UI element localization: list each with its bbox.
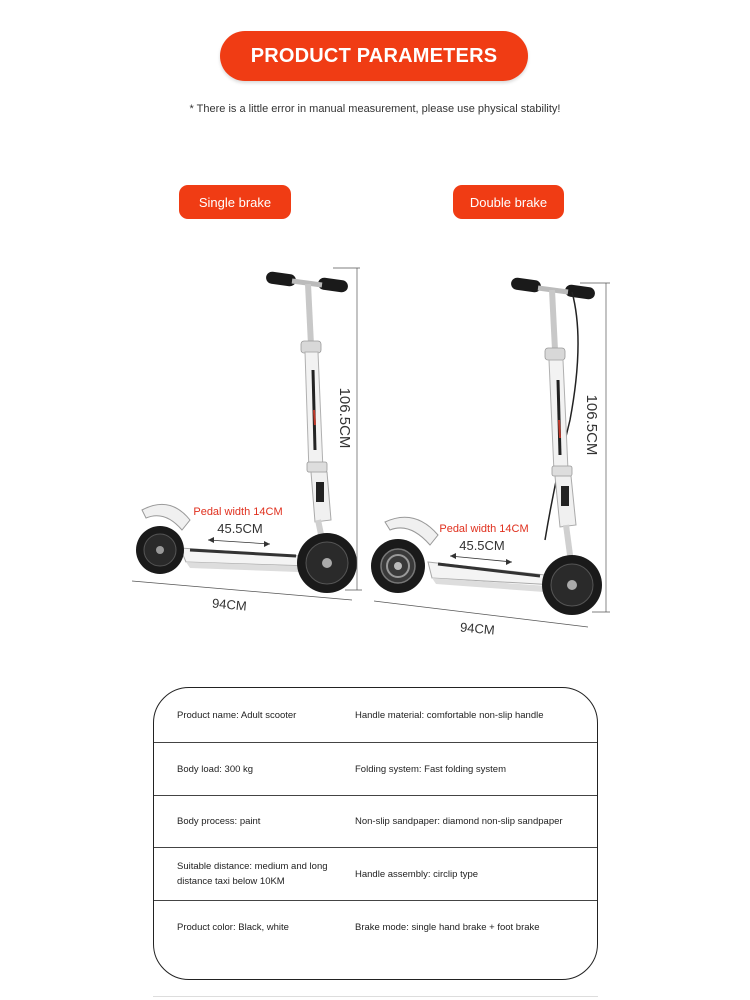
double-pedal-width-label: Pedal width 14CM: [439, 523, 529, 535]
table-row: [154, 848, 597, 901]
table-row: [154, 796, 597, 848]
single-height-label: 106.5CM: [336, 387, 353, 449]
spec-handle-assembly: Handle assembly: circlip type: [355, 868, 479, 880]
table-row: [154, 743, 597, 796]
single-length-label: 94CM: [211, 595, 248, 614]
double-pedal-length-label: 45.5CM: [459, 538, 505, 553]
table-row: [154, 901, 597, 980]
divider: [153, 996, 598, 997]
spec-folding-system: Folding system: Fast folding system: [355, 763, 506, 775]
double-brake-badge: Double brake: [453, 185, 564, 219]
spec-product-color: Product color: Black, white: [177, 921, 289, 933]
double-brake-scooter: [371, 277, 610, 638]
single-brake-badge: Single brake: [179, 185, 291, 219]
scooter-illustrations: [0, 250, 750, 650]
spec-brake-mode: Brake mode: single hand brake + foot brake: [355, 921, 540, 933]
single-pedal-length-label: 45.5CM: [217, 521, 263, 536]
table-row: [154, 688, 597, 743]
spec-suitable-distance: Suitable distance: medium and long distance taxi below 10KM: [177, 861, 328, 887]
spec-body-process: Body process: paint: [177, 816, 261, 827]
single-brake-scooter: [132, 268, 362, 614]
spec-table: [153, 687, 598, 980]
double-height-label: 106.5CM: [583, 394, 600, 456]
single-pedal-width-label: Pedal width 14CM: [193, 506, 283, 518]
spec-body-load: Body load: 300 kg: [177, 763, 254, 775]
spec-handle-material: Handle material: comfortable non-slip handle: [355, 709, 544, 721]
spec-product-name: Product name: Adult scooter: [177, 709, 297, 721]
measurement-note: * There is a little error in manual measurement, please use physical stability!: [189, 103, 561, 115]
spec-sandpaper: Non-slip sandpaper: diamond non-slip sandpaper: [355, 816, 563, 827]
page-title: PRODUCT PARAMETERS: [220, 31, 528, 81]
double-length-label: 94CM: [459, 619, 496, 638]
